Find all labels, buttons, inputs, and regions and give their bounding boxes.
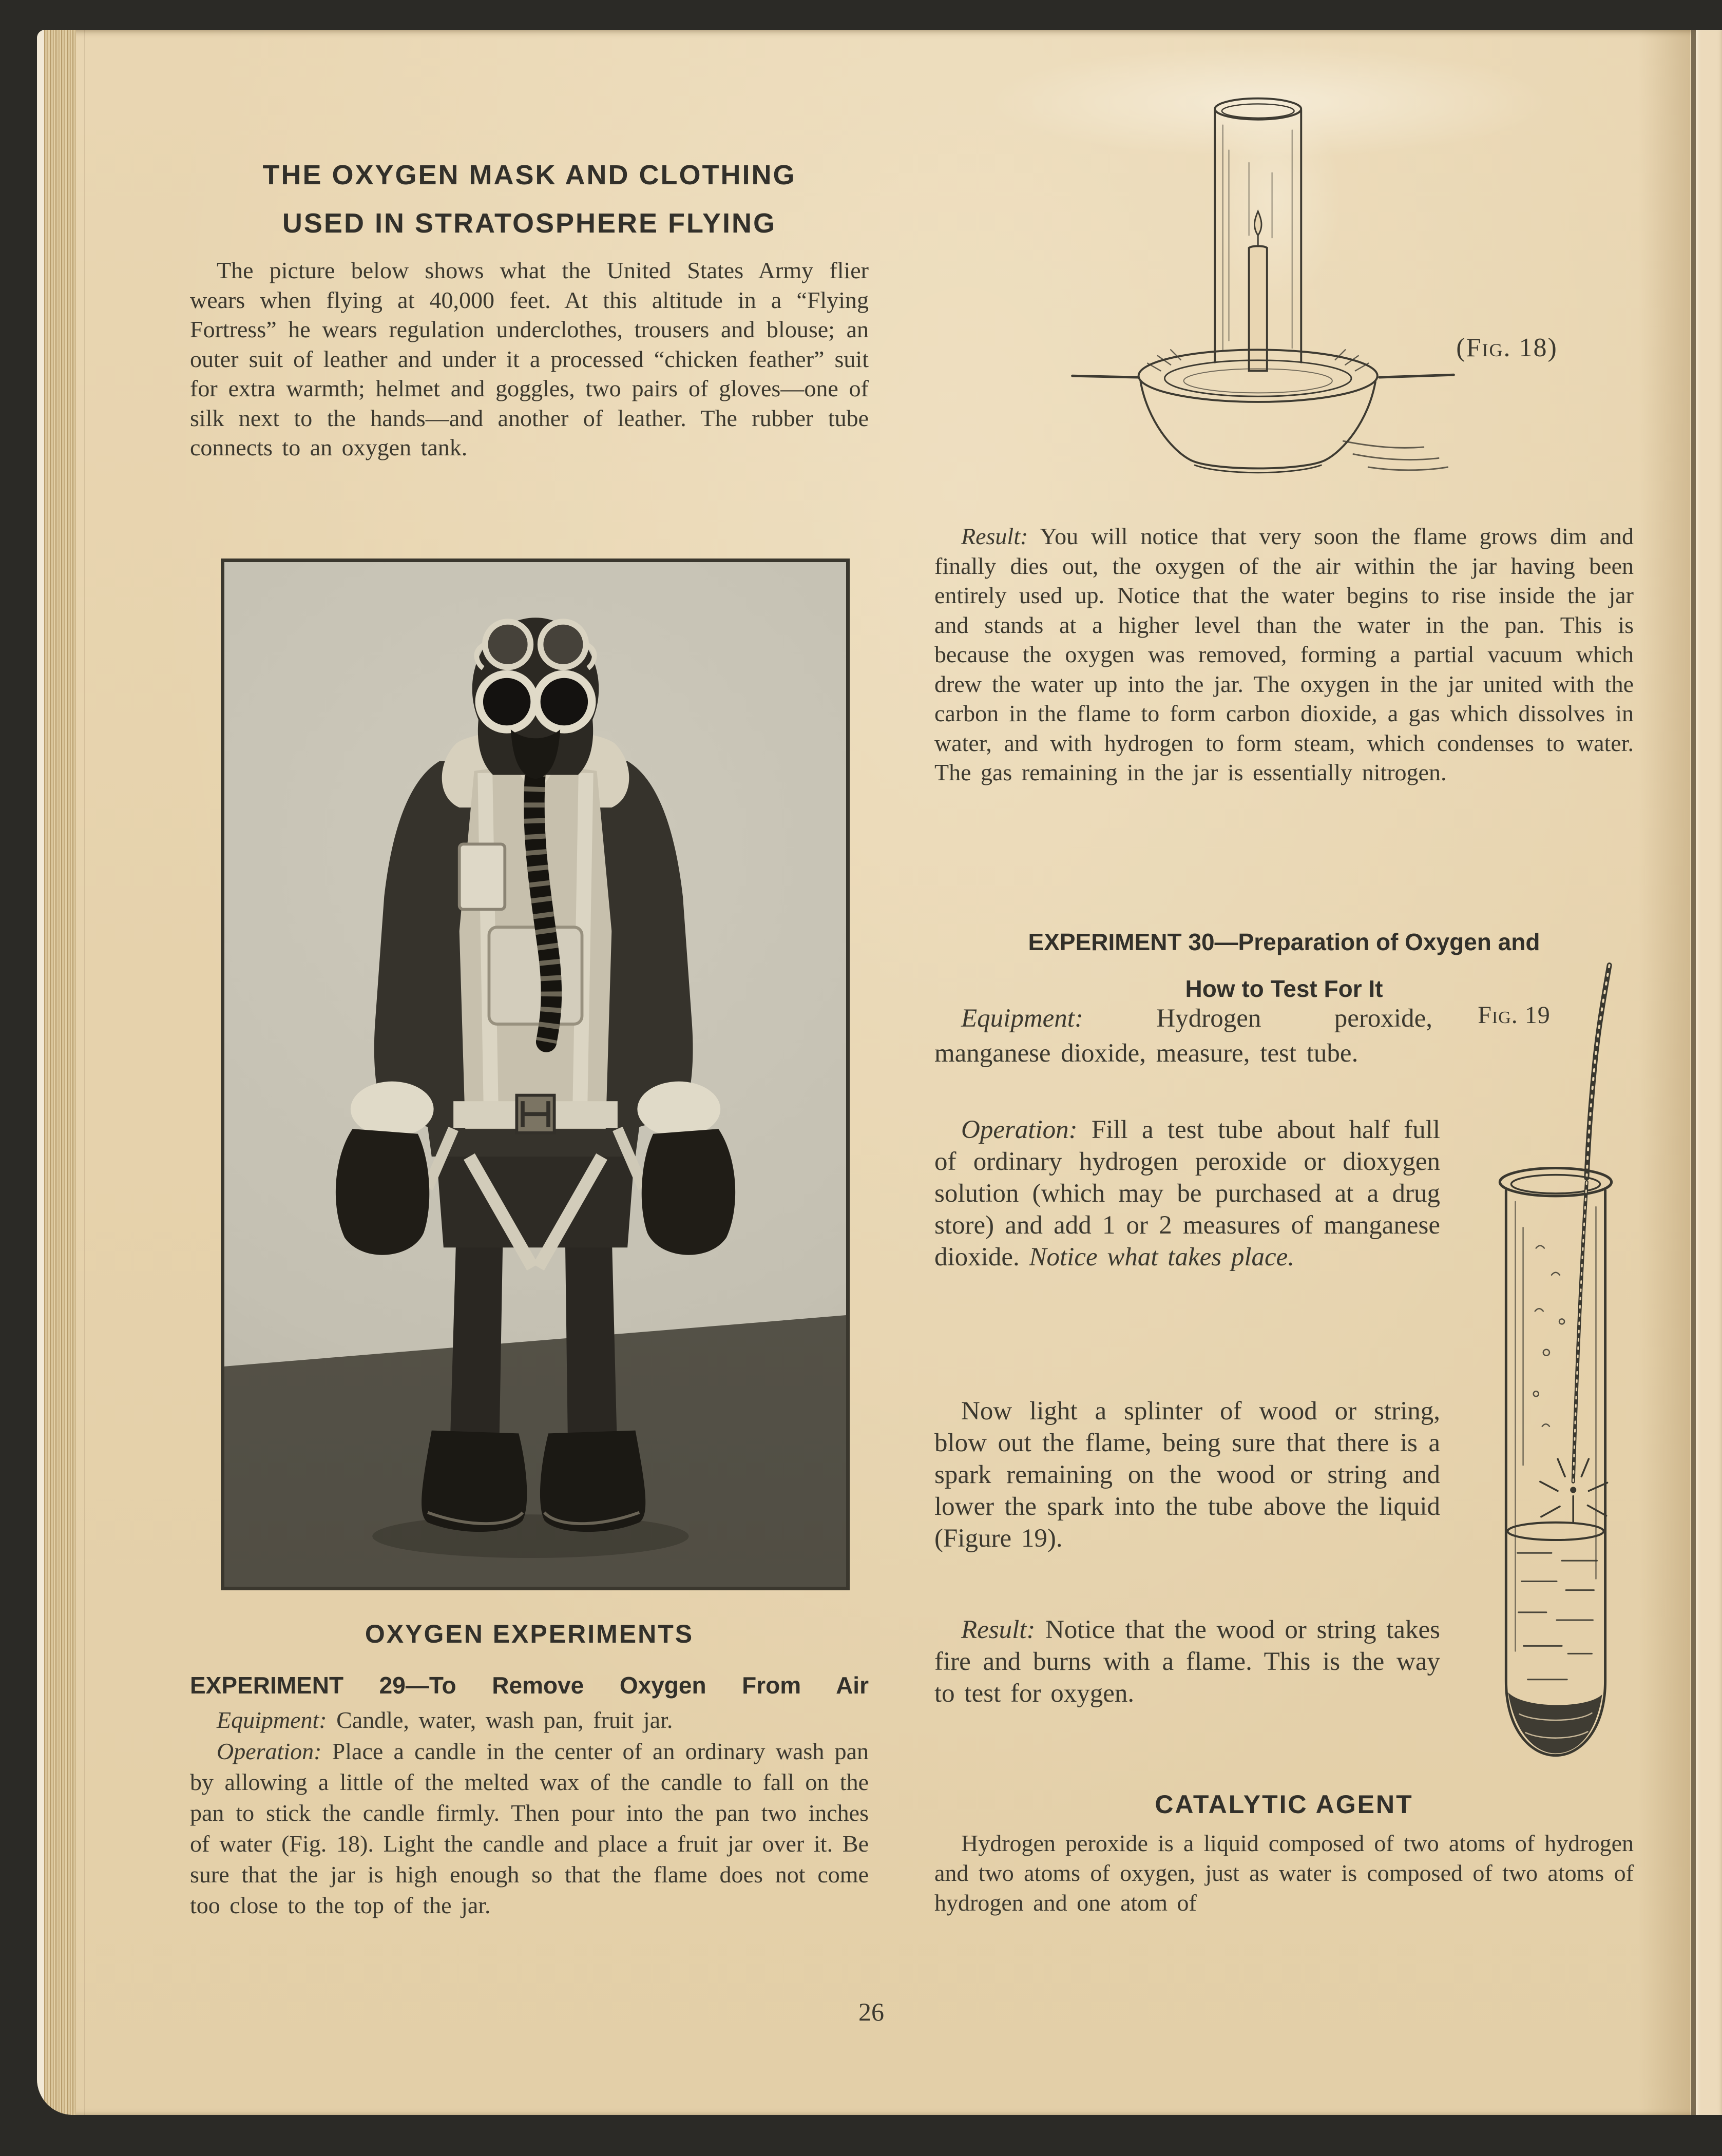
operation-text: Fill a test tube about half full of ordinary hydrogen peroxide or dioxygen solution (which may be purchased at a drug store) and add 1 or 2 measures of manganese dioxide. [934,1115,1440,1272]
page-title-line2: USED IN STRATOSPHERE FLYING [282,208,777,239]
catalytic-agent-paragraph: Hydrogen peroxide is a liquid composed of two atoms of hydrogen and two atoms of oxygen, just as water is composed of two atoms of hydrogen and one atom of [934,1830,1634,1916]
operation-label: Operation: [961,1115,1078,1144]
experiment-29-operation [190,1736,869,1921]
experiment-30-equipment [934,1001,1432,1071]
section-heading-oxygen-experiments: OXYGEN EXPERIMENTS [365,1620,694,1648]
experiment-30-heading-line1: EXPERIMENT 30—Preparation of Oxygen and [1028,929,1540,955]
experiment-29-equipment [190,1705,869,1735]
flier-figure-illustration [234,595,837,1584]
flier-photo [221,559,850,1590]
fig18-caption: (Fig. 18) [1456,333,1558,362]
equipment-text: Candle, water, wash pan, fruit jar. [327,1707,673,1733]
page-title [190,151,869,247]
page-title-line1: THE OXYGEN MASK AND CLOTHING [262,160,796,190]
next-page-edge [1696,30,1722,2115]
catalytic-agent-heading: CATALYTIC AGENT [1155,1790,1413,1819]
equipment-label: Equipment: [961,1004,1083,1033]
book-page [37,30,1722,2115]
result-text: Notice that the wood or string takes fire and burns with a flame. This is the way to test for oxygen. [934,1615,1440,1708]
operation-italic-tail: Notice what takes place. [1029,1243,1295,1272]
result-label: Result: [961,523,1028,549]
fig18-figure [934,55,1634,515]
page-edge-shadow [1639,30,1690,2115]
fig18-illustration [1065,70,1461,511]
fig19-caption: Fig. 19 [1478,1002,1551,1029]
experiment-29-heading: EXPERIMENT 29—To Remove Oxygen From Air [190,1672,869,1699]
operation-label: Operation: [217,1738,322,1764]
experiment-30-heading-line2: How to Test For It [1185,975,1383,1002]
result-29-paragraph [934,522,1634,787]
experiment-30-now-light: Now light a splinter of wood or string, blow out the flame, being sure that there is a spark remaining on the wood or string and lower the spark into the tube above the liquid (Figure 19). [934,1397,1440,1553]
page-number: 26 [858,1997,884,2026]
page-stack-edge [37,30,76,2115]
page-right-edge [1691,30,1696,2115]
operation-text: Place a candle in the center of an ordinary wash pan by allowing a little of the melted wax of the candle to fall on the pan to stick the candle firmly. Then pour into the pan two inches of water (Fig. 18). Light the candle and place a fruit jar over it. Be sure that the jar is high enough so that the flame does not come too close to the top of the jar. [190,1738,869,1918]
intro-paragraph: The picture below shows what the United States Army flier wears when flying at 40,000 feet. At this altitude in a “Flying Fortress” he wears regulation underclothes, trousers and blouse; an outer suit of leather and under it a processed “chicken feather” suit for extra warmth; helmet and goggles, two pairs of gloves—one of silk next to the hands—and another of leather. The rubber tube connects to an oxygen tank. [190,257,869,460]
result-text: You will notice that very soon the flame grows dim and finally dies out, the oxygen of the air within the jar having been entirely used up. Notice that the water begins to rise inside the jar and stands at a higher level than the water in the pan. This is because the oxygen was removed, forming a partial vacuum which drew the water up into the jar. The oxygen in the jar united with the carbon in the flame to form carbon dioxide, a gas which dissolves in water, and with hydrogen to form steam, which condenses to water. The gas remaining in the jar is essentially nitrogen. [934,523,1634,785]
fig19-figure [1474,959,1640,1785]
result-label: Result: [961,1615,1036,1644]
fig19-illustration [1474,959,1640,1785]
experiment-30-operation [934,1114,1440,1273]
equipment-label: Equipment: [217,1707,327,1733]
equipment-text: Hydrogen peroxide, manganese dioxide, measure, test tube. [934,1004,1432,1068]
page-crease [84,30,85,2115]
experiment-30-result [934,1614,1440,1709]
